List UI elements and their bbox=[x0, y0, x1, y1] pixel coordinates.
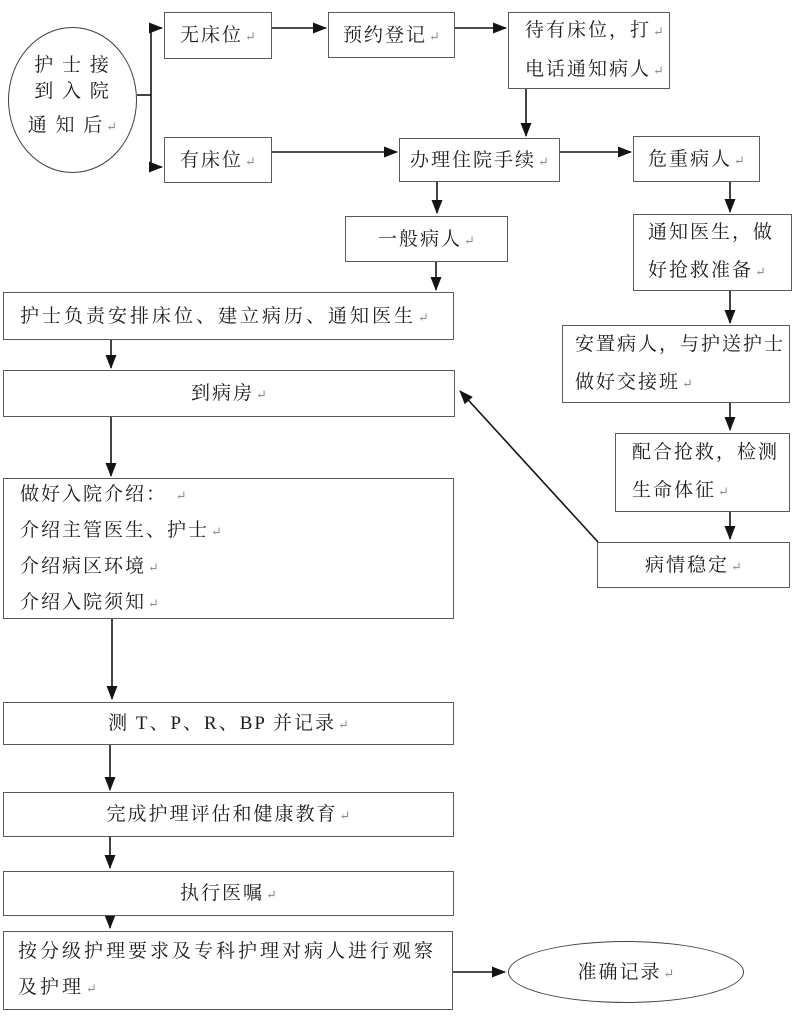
return-mark-icon: ↵ bbox=[755, 264, 766, 279]
node-admission-procedure bbox=[399, 138, 560, 182]
node-measure-vitals bbox=[3, 702, 454, 745]
node-register bbox=[328, 12, 455, 58]
node-label: 按分级护理要求及专科护理对病人进行观察 bbox=[18, 941, 437, 962]
node-general-patient bbox=[345, 216, 508, 262]
node-execute-orders bbox=[3, 871, 454, 916]
node-label: 危重病人 ↵ bbox=[648, 148, 745, 170]
node-label: 好抢救准备 ↵ bbox=[648, 260, 766, 281]
return-mark-icon: ↵ bbox=[211, 523, 222, 539]
node-label: 生命体征 ↵ bbox=[632, 480, 729, 501]
node-start bbox=[8, 27, 137, 173]
node-to-ward bbox=[3, 370, 455, 417]
connector-stable-to-ward bbox=[460, 391, 598, 542]
node-has-bed bbox=[164, 137, 272, 183]
node-critical-patient bbox=[633, 136, 760, 182]
return-mark-icon: ↵ bbox=[86, 981, 97, 996]
node-label: 介绍入院须知 ↵ bbox=[20, 591, 159, 613]
node-label: 完成护理评估和健康教育 ↵ bbox=[106, 804, 351, 825]
node-label: 电话通知病人 ↵ bbox=[525, 58, 664, 80]
return-mark-icon: ↵ bbox=[266, 887, 277, 902]
node-label: 护士负责安排床位、建立病历、通知医生 ↵ bbox=[20, 305, 429, 327]
return-mark-icon: ↵ bbox=[653, 62, 664, 78]
node-label: 介绍病区环境 ↵ bbox=[20, 555, 159, 577]
node-label: 做好交接班 ↵ bbox=[575, 371, 693, 393]
node-label: 护 士 接 bbox=[34, 55, 111, 76]
node-label: 执行医嘱 ↵ bbox=[180, 883, 277, 904]
node-wait-bed bbox=[508, 12, 670, 89]
node-label: 办理住院手续 ↵ bbox=[410, 149, 549, 171]
return-mark-icon: ↵ bbox=[682, 375, 693, 391]
return-mark-icon: ↵ bbox=[734, 152, 745, 168]
node-label: 介绍主管医生、护士 ↵ bbox=[20, 519, 222, 541]
node-label: 准确记录 ↵ bbox=[577, 961, 675, 983]
return-mark-icon: ↵ bbox=[418, 309, 429, 325]
return-mark-icon: ↵ bbox=[653, 23, 664, 39]
node-label: 到病房 ↵ bbox=[191, 383, 267, 404]
return-mark-icon: ↵ bbox=[464, 232, 475, 248]
node-label: 及护理 ↵ bbox=[18, 977, 97, 998]
node-label: 通知医生，做 bbox=[648, 222, 775, 243]
node-label: 一般病人 ↵ bbox=[378, 228, 475, 250]
return-mark-icon: ↵ bbox=[731, 558, 742, 574]
node-notify-doctor bbox=[633, 214, 792, 291]
return-mark-icon: ↵ bbox=[339, 808, 351, 823]
node-condition-stable bbox=[597, 542, 790, 588]
return-mark-icon: ↵ bbox=[148, 559, 159, 575]
node-admission-intro bbox=[3, 478, 454, 619]
node-nurse-arrange bbox=[3, 292, 454, 340]
return-mark-icon: ↵ bbox=[175, 487, 187, 503]
return-mark-icon: ↵ bbox=[337, 717, 349, 732]
return-mark-icon: ↵ bbox=[245, 29, 256, 44]
node-label: 配合抢救，检测 bbox=[632, 442, 780, 463]
node-label: 无床位 ↵ bbox=[180, 25, 256, 46]
node-no-bed bbox=[164, 12, 272, 59]
node-assessment-education bbox=[3, 792, 454, 837]
return-mark-icon: ↵ bbox=[106, 119, 118, 134]
node-label: 病情稳定 ↵ bbox=[645, 554, 742, 576]
node-label: 到 入 院 bbox=[34, 81, 111, 102]
return-mark-icon: ↵ bbox=[148, 595, 159, 611]
node-label: 有床位 ↵ bbox=[180, 149, 256, 171]
node-label: 测 T、P、R、BP 并记录 ↵ bbox=[108, 713, 349, 734]
node-label: 待有床位，打 ↵ bbox=[525, 19, 664, 41]
node-assist-rescue bbox=[615, 433, 790, 512]
node-label: 做好入院介绍： ↵ bbox=[20, 483, 187, 505]
return-mark-icon: ↵ bbox=[429, 28, 440, 44]
return-mark-icon: ↵ bbox=[256, 387, 267, 402]
return-mark-icon: ↵ bbox=[245, 153, 256, 169]
node-settle-patient bbox=[562, 325, 790, 403]
node-accurate-record bbox=[508, 941, 744, 1003]
node-label: 安置病人，与护送护士 bbox=[575, 333, 786, 355]
return-mark-icon: ↵ bbox=[538, 153, 549, 169]
node-graded-nursing bbox=[3, 931, 453, 1010]
node-label: 通 知 后 ↵ bbox=[27, 115, 118, 136]
node-label: 预约登记 ↵ bbox=[343, 24, 440, 46]
return-mark-icon: ↵ bbox=[663, 965, 675, 981]
return-mark-icon: ↵ bbox=[718, 484, 729, 499]
